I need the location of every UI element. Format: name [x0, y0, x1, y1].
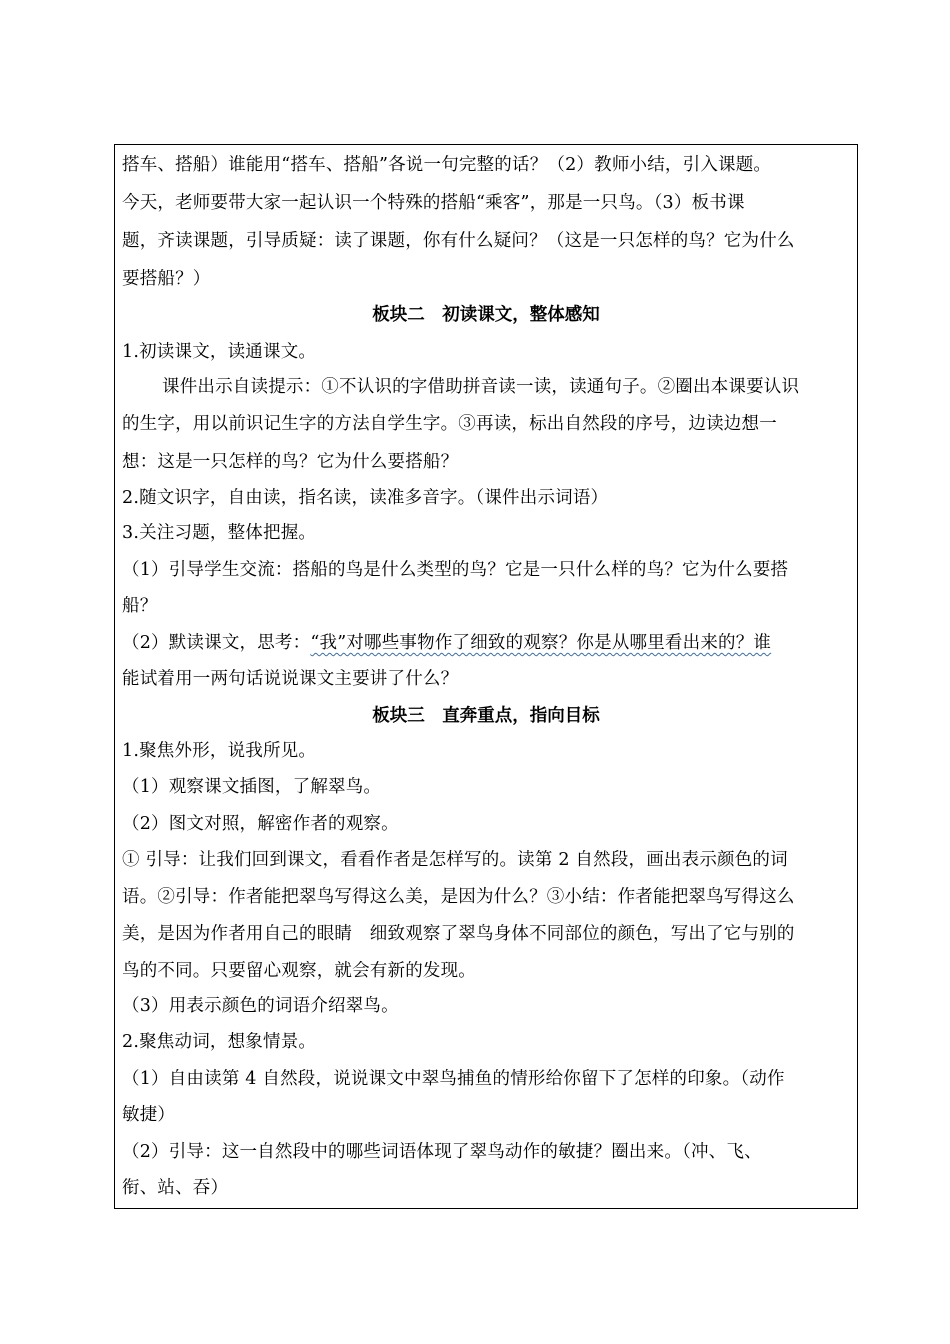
text-line: 想：这是一只怎样的鸟？它为什么要搭船？ [122, 452, 459, 472]
text-line: 鸟的不同。只要留心观察，就会有新的发现。 [122, 961, 476, 981]
text-segment: （2）默读课文，思考： [122, 633, 311, 653]
text-line: （1）观察课文插图，了解翠鸟。 [122, 777, 382, 797]
text-line: （2）引导：这一自然段中的哪些词语体现了翠鸟动作的敏捷？圈出来。（冲、飞、 [122, 1142, 762, 1162]
text-line: 2.随文识字，自由读，指名读，读准多音字。（课件出示词语） [122, 488, 609, 508]
text-line: 衔、站、吞） [122, 1178, 229, 1198]
text-line: 3.关注习题，整体把握。 [122, 523, 317, 543]
text-line: 搭车、搭船）谁能用“搭车、搭船”各说一句完整的话？（2）教师小结，引入课题。 [122, 155, 772, 175]
text-line: 美，是因为作者用自己的眼睛 细致观察了翠鸟身体不同部位的颜色，写出了它与别的 [122, 924, 795, 944]
text-line: 语。②引导：作者能把翠鸟写得这么美，是因为什么？③小结：作者能把翠鸟写得这么 [122, 887, 795, 907]
text-line: ① 引导：让我们回到课文，看看作者是怎样写的。读第 2 自然段，画出表示颜色的词 [122, 850, 788, 870]
text-line: 能试着用一两句话说说课文主要讲了什么？ [122, 669, 459, 689]
text-line: 今天，老师要带大家一起认识一个特殊的搭船“乘客”，那是一只鸟。（3）板书课 [122, 193, 745, 213]
text-line: 1.初读课文，读通课文。 [122, 342, 317, 362]
text-line: 敏捷） [122, 1105, 176, 1125]
text-line: 要搭船？） [122, 269, 211, 289]
text-line: 课件出示自读提示：①不认识的字借助拼音读一读，读通句子。②圈出本课要认识 [162, 377, 800, 397]
text-line: （3）用表示颜色的词语介绍翠鸟。 [122, 996, 399, 1016]
section-heading: 板块二 初读课文，整体感知 [372, 305, 600, 325]
section-heading: 板块三 直奔重点，指向目标 [372, 706, 600, 726]
text-line: （1）引导学生交流：搭船的鸟是什么类型的鸟？它是一只什么样的鸟？它为什么要搭 [122, 560, 789, 580]
text-line: 2.聚焦动词，想象情景。 [122, 1032, 317, 1052]
wavy-underlined-text: “我”对哪些事物作了细致的观察？你是从哪里看出来的？谁 [310, 633, 772, 653]
text-line: 船？ [122, 596, 158, 616]
text-line: （1）自由读第 4 自然段，说说课文中翠鸟捕鱼的情形给你留下了怎样的印象。（动作 [122, 1069, 785, 1089]
text-line: 的生字，用以前识记生字的方法自学生字。③再读，标出自然段的序号，边读边想一 [122, 414, 777, 434]
text-line [122, 632, 771, 654]
text-line: （2）图文对照，解密作者的观察。 [122, 814, 399, 834]
text-line: 题，齐读课题，引导质疑：读了课题，你有什么疑问？（这是一只怎样的鸟？它为什么 [122, 231, 795, 251]
text-line: 1.聚焦外形，说我所见。 [122, 741, 317, 761]
